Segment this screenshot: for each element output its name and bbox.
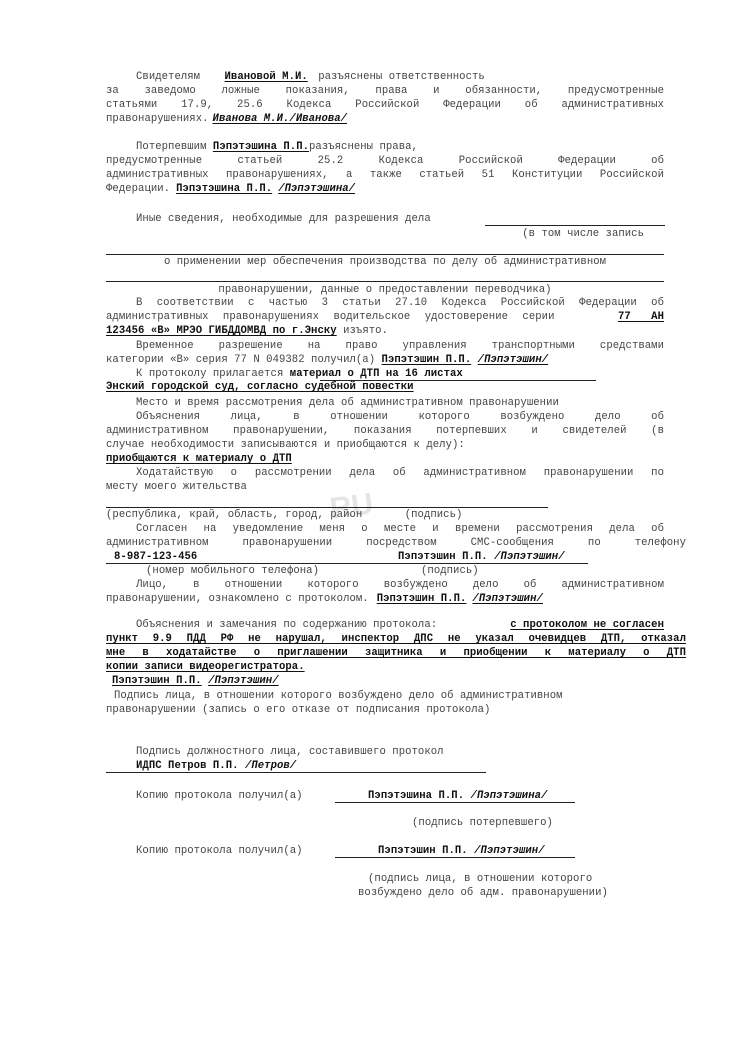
sms-signature: /Пэпэтэшин/ xyxy=(494,551,565,563)
accused-signature-line-2: правонарушении (запись о его отказе от подписания протокола) xyxy=(106,704,491,716)
temp-permit-line-1: Временное разрешение на право управления транспортными средствами xyxy=(136,340,664,352)
license-line-3: 123456 «В» МРЭО ГИБДДОМВД по г.Энску изъято. xyxy=(106,325,388,337)
document-page: RU Свидетелям Ивановой М.И. разъяснены ответственность за заведомо ложные показания, права и обязанности, предусмотренные статьями 17.9, 25.6 Кодекса Российской Федерации об административных правонарушениях. Иванова М.И./Иванова/ Потерпевшим Пэпэтэшина П.П.разъяснены права, предусмотренные статьей 25.2 Кодекса Российской Федерации об административных правонарушениях, а также статьей 51 Конституции Российской Федерации. Пэпэтэшина П.П. /Пэпэтэшина/ Иные сведения, необходимые для разрешения дела (в том числе запись о применении мер обеспечения производства по делу об административном правонарушении, данные о предоставлении переводчика) В соответствии с частью 3 статьи 27.10 Кодекса Российской Федерации об административных правонарушениях водительское удостоверение серии 77 АН 123456 «В» МРЭО ГИБДДОМВД по г.Энску изъято. Временное разрешение на право управления транспортными средствами категории «В» серия 77 N 049382 получил(а) Пэпэтэшин П.П. /Пэпэтэшин/ К протоколу прилагается материал о ДТП на 16 листах Энский городской суд, согласно судебной повестки Место и время рассмотрения дела об административном правонарушении Объяснения лица, в отношении которого возбуждено дело об административном правонарушении, показания потерпевших и свидетелей (в случае необходимости записываются и приобщаются к делу): приобщаются к материалу о ДТП Ходатайствую о рассмотрении дела об административном правонарушении по месту моего жительства (республика, край, область, город, район (подпись) Согласен на уведомление меня о месте и времени рассмотрения дела об административном правонарушении посредством СМС-сообщения по телефону 8-987-123-456 Пэпэтэшин П.П. /Пэпэтэшин/ (номер мобильного телефона) (подпись) Лицо, в отношении которого возбуждено дело об административном правонарушении, ознакомлено с протоколом. Пэпэтэшин П.П. /Пэпэтэшин/ Объяснения и замечания по содержанию протокола: с протоколом не согласен пункт 9.9 ПДД РФ не нарушал, инспектор ДПС не указал очевидцев ДТП, отказал мне в ходатайстве о приглашении защитника и приобщении к материалу о ДТП копии записи видеорегистратора. Пэпэтэшин П.П. /Пэпэтэшин/ Подпись лица, в отношении которого возбуждено дело об административном правонарушении (запись о его отказе от подписания протокола) Подпись должностного лица, составившего протокол ИДПС Петров П.П. /Петров/ Копию протокола получил(а) Пэпэтэшина П.П. /Пэпэтэшина/ (подпись потерпевшего) Копию протокола получил(а) Пэпэтэшин П.П. /Пэпэтэшин/ (подпись лица, в отношении которого возбуждено дело об адм. правонарушении) xyxy=(0,0,738,1044)
witness-signature: Иванова М.И./Иванова/ xyxy=(212,113,348,125)
sms-signature-name: Пэпэтэшин П.П. xyxy=(398,551,488,563)
officer-signature-line xyxy=(106,759,664,773)
attachment-line-1: К протоколу прилагается материал о ДТП на 16 листах xyxy=(136,368,463,380)
hearing-label: Место и время рассмотрения дела об административном правонарушении xyxy=(136,397,559,409)
victim-line-2: предусмотренные статьей 25.2 Кодекса Российской Федерации об xyxy=(106,155,664,167)
explanations-value: приобщаются к материалу о ДТП xyxy=(106,453,292,465)
court-value: Энский городской суд, согласно судебной повестки xyxy=(106,381,414,393)
other-info-field-3[interactable] xyxy=(106,281,664,282)
license-line-2: административных правонарушениях водительское удостоверение серии 77 АН xyxy=(106,311,664,323)
remarks-signature-name: Пэпэтэшин П.П. xyxy=(112,675,202,687)
temp-permit-signature-name: Пэпэтэшин П.П. xyxy=(381,354,472,366)
other-info-label: Иные сведения, необходимые для разрешения дела xyxy=(136,213,431,225)
petition-hint: (республика, край, область, город, район (подпись) xyxy=(106,509,463,521)
other-info-field-1[interactable] xyxy=(485,225,665,226)
sms-line-1: Согласен на уведомление меня о месте и времени рассмотрения дела об xyxy=(136,523,664,535)
temp-permit-signature: /Пэпэтэшин/ xyxy=(477,354,549,366)
accused-signature-line-1: Подпись лица, в отношении которого возбуждено дело об административном xyxy=(114,690,563,702)
witness-line-3: статьями 17.9, 25.6 Кодекса Российской Федерации об административных xyxy=(106,99,664,111)
acquainted-line-2: правонарушении, ознакомлено с протоколом. Пэпэтэшин П.П. /Пэпэтэшин/ xyxy=(106,593,543,605)
copy-accused-field[interactable] xyxy=(335,857,575,858)
acquainted-signature: /Пэпэтэшин/ xyxy=(472,593,543,605)
remarks-value-3: мне в ходатайстве о приглашении защитника и приобщении к материалу о ДТП xyxy=(106,647,686,659)
victim-line-4: Федерации. Пэпэтэшина П.П. /Пэпэтэшина/ xyxy=(106,183,356,195)
explanations-line-2: административном правонарушении, показания потерпевших и свидетелей (в xyxy=(106,425,664,437)
copy-accused-signature-name: Пэпэтэшин П.П. xyxy=(378,845,468,857)
victim-signature: /Пэпэтэшина/ xyxy=(278,183,356,195)
remarks-value-2: пункт 9.9 ПДД РФ не нарушал, инспектор ДПС не указал очевидцев ДТП, отказал xyxy=(106,633,686,645)
watermark: RU xyxy=(327,487,376,526)
officer-label: Подпись должностного лица, составившего протокол xyxy=(136,746,444,758)
copy-victim-field[interactable] xyxy=(335,802,575,803)
attachment-line-2 xyxy=(106,380,664,394)
officer-signature-name: ИДПС Петров П.П. xyxy=(136,760,239,772)
victim-name: Пэпэтэшина П.П. xyxy=(212,141,310,153)
copy-accused-signature: /Пэпэтэшин/ xyxy=(474,845,545,857)
acquainted-line-1: Лицо, в отношении которого возбуждено дело об административном xyxy=(136,579,664,591)
witness-line-1: Свидетелям Ивановой М.И. разъяснены ответственность xyxy=(136,71,485,83)
remarks-value-4: копии записи видеорегистратора. xyxy=(106,661,305,673)
attachment-value: материал о ДТП на 16 листах xyxy=(289,368,463,380)
other-info-hint-2: о применении мер обеспечения производства по делу об административном xyxy=(163,256,607,268)
remarks-value-1: с протоколом не согласен xyxy=(510,619,664,631)
license-number: 123456 «В» МРЭО ГИБДДОМВД по г.Энску xyxy=(106,325,337,337)
victim-line-3: административных правонарушениях, а также статьей 51 Конституции Российской xyxy=(106,169,664,181)
remarks-signature: /Пэпэтэшин/ xyxy=(208,675,279,687)
remarks-signature-line xyxy=(106,674,664,688)
explanations-line-3: случае необходимости записываются и приобщаются к делу): xyxy=(106,439,465,451)
petition-line-2: месту моего жительства xyxy=(106,481,247,493)
temp-permit-line-2: категории «В» серия 77 N 049382 получил(а) Пэпэтэшин П.П. /Пэпэтэшин/ xyxy=(106,354,549,366)
license-line-1: В соответствии с частью 3 статьи 27.10 Кодекса Российской Федерации об xyxy=(136,297,664,309)
other-info-hint-3: правонарушении, данные о предоставлении переводчика) xyxy=(218,284,552,296)
witness-name: Ивановой М.И. xyxy=(224,71,308,83)
victim-signature-name: Пэпэтэшина П.П. xyxy=(176,183,273,195)
copy-accused-line: Копию протокола получил(а) Пэпэтэшин П.П. /Пэпэтэшин/ xyxy=(136,845,545,857)
petition-line-1: Ходатайствую о рассмотрении дела об административном правонарушении по xyxy=(136,467,664,479)
license-series: 77 АН xyxy=(617,311,664,323)
sms-hints: (номер мобильного телефона) (подпись) xyxy=(146,565,479,577)
sms-phone: 8-987-123-456 xyxy=(114,551,198,563)
officer-field[interactable] xyxy=(106,772,486,773)
explanations-line-1: Объяснения лица, в отношении которого возбуждено дело об xyxy=(136,411,664,423)
victim-line-1: Потерпевшим Пэпэтэшина П.П.разъяснены права, xyxy=(136,141,418,153)
copy-victim-line: Копию протокола получил(а) Пэпэтэшина П.П. /Пэпэтэшина/ xyxy=(136,790,548,802)
explanations-value-line xyxy=(106,452,664,466)
witness-line-2: за заведомо ложные показания, права и обязанности, предусмотренные xyxy=(106,85,664,97)
sms-line-3 xyxy=(106,550,664,564)
witness-line-4: правонарушениях. Иванова М.И./Иванова/ xyxy=(106,113,348,125)
copy-victim-signature-name: Пэпэтэшина П.П. xyxy=(368,790,465,802)
acquainted-signature-name: Пэпэтэшин П.П. xyxy=(376,593,467,605)
remarks-line-1: Объяснения и замечания по содержанию протокола: с протоколом не согласен xyxy=(136,619,664,631)
sms-line-2: административном правонарушении посредством СМС-сообщения по телефону xyxy=(106,537,686,549)
officer-signature: /Петров/ xyxy=(244,760,297,772)
other-info-hint-1: (в том числе запись xyxy=(522,228,644,240)
copy-victim-signature: /Пэпэтэшина/ xyxy=(470,790,548,802)
